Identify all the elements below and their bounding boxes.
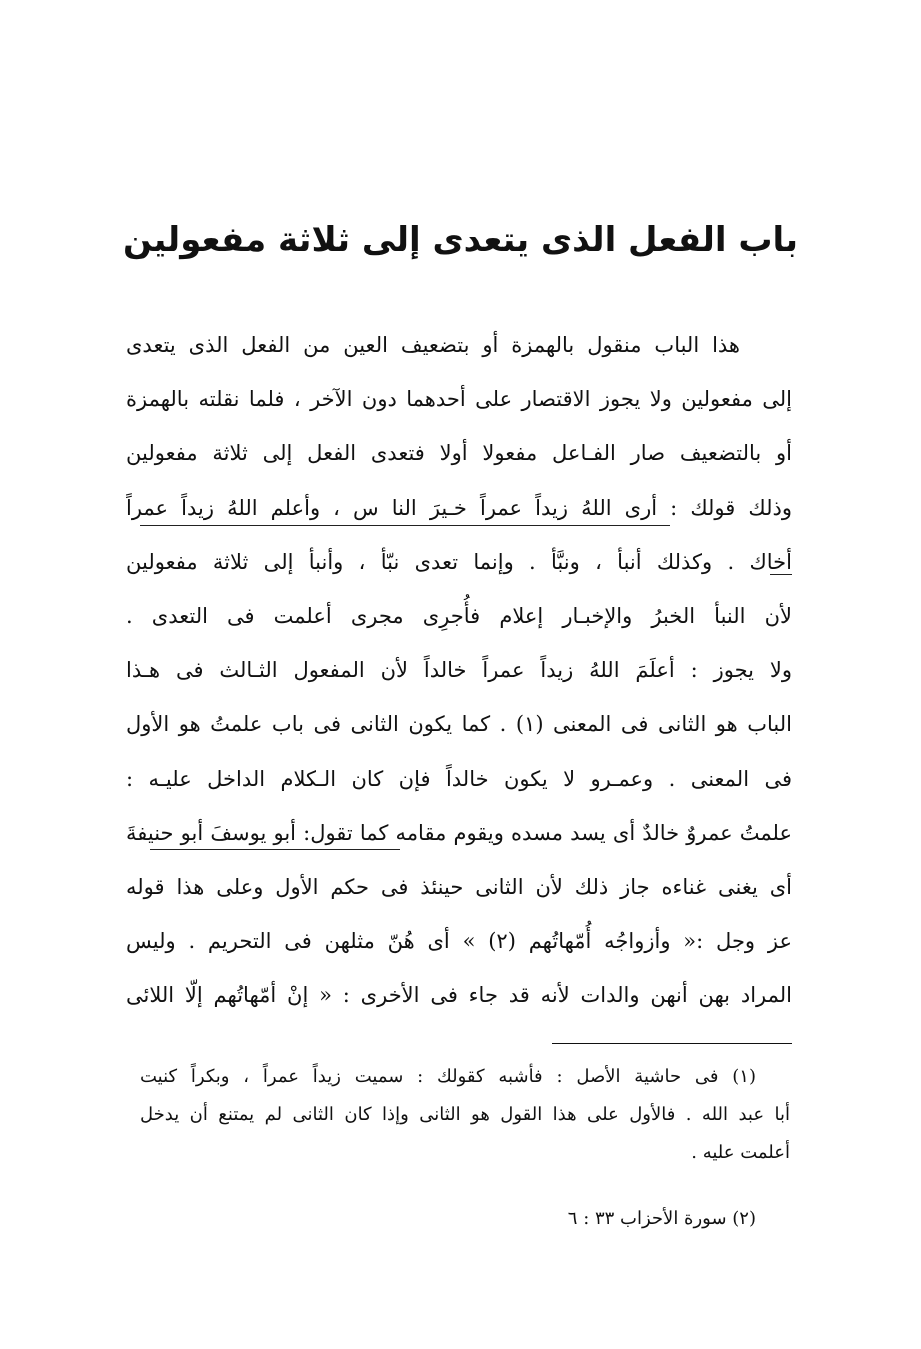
body-line-9: فى المعنى . وعمـرو لا يكون خالداً فإن كان الـكلام الداخل عليـه : bbox=[126, 766, 792, 791]
footnote-1-line-2: أبا عبد الله . فالأول على هذا القول هو الثانى وإذا كان الثانى لم يمتنع أن يدخل bbox=[140, 1104, 790, 1125]
handwritten-underline bbox=[140, 525, 670, 526]
chapter-title: باب الفعل الذى يتعدى إلى ثلاثة مفعولين bbox=[122, 220, 799, 260]
body-line-8: الباب هو الثانى فى المعنى (١) . كما يكون الثانى فى باب علمتُ هو الأول bbox=[126, 712, 792, 737]
body-line-7: ولا يجوز : أعلَمَ اللهُ زيداً عمراً خالداً لأن المفعول الثـالث فى هـذا bbox=[126, 658, 792, 683]
footnote-gap bbox=[140, 1172, 790, 1200]
body-line-11: أى يغنى غناءه جاز ذلك لأن الثانى حينئذ فى حكم الأول وعلى هذا قوله bbox=[126, 874, 792, 899]
body-line-1: هذا الباب منقول بالهمزة أو بتضعيف العين من الفعل الذى يتعدى bbox=[126, 333, 740, 357]
body-line-4: وذلك قولك : أرى اللهُ زيداً عمراً خـيرَ النا س ، وأعلم اللهُ زيداً عمراً bbox=[126, 495, 792, 520]
body-line-13: المراد بهن أنهن والدات لأنه قد جاء فى الأخرى : « إنْ أمّهاتُهم إلّا اللائى bbox=[126, 983, 792, 1008]
footnote-1-line-3: أعلمت عليه . bbox=[691, 1142, 790, 1163]
body-text bbox=[126, 318, 792, 1022]
handwritten-underline bbox=[770, 574, 792, 575]
footnotes bbox=[140, 1058, 790, 1238]
body-line-12: عز وجل :« وأزواجُه أُمّهاتُهم (٢) » أى هُنّ مثلهن فى التحريم . وليس bbox=[126, 929, 792, 954]
body-line-10: علمتُ عمروٌ خالدٌ أى يسد مسده ويقوم مقامه كما تقول: أبو يوسفَ أبو حنيفةَ bbox=[126, 820, 792, 845]
body-line-5: أخاك . وكذلك أنبأ ، ونبَّأ . وإنما تعدى نبّأ ، وأنبأ إلى ثلاثة مفعولين bbox=[126, 549, 792, 574]
footnote-1-line-1: (١) فى حاشية الأصل : فأشبه كقولك : سميت زيداً عمراً ، وبكراً كنيت bbox=[140, 1066, 756, 1087]
body-line-3: أو بالتضعيف صار الفـاعل مفعولا أولا فتعدى الفعل إلى ثلاثة مفعولين bbox=[126, 441, 792, 466]
handwritten-underline bbox=[150, 849, 400, 850]
body-line-6: لأن النبأ الخبرُ والإخبـار إعلام فأُجرِى مجرى أعلمت فى التعدى . bbox=[126, 603, 792, 628]
footnote-separator bbox=[552, 1043, 792, 1044]
body-line-2: إلى مفعولين ولا يجوز الاقتصار على أحدهما دون الآخر ، فلما نقلته بالهمزة bbox=[126, 387, 792, 412]
footnote-2: (٢) سورة الأحزاب ٣٣ : ٦ bbox=[567, 1208, 756, 1229]
